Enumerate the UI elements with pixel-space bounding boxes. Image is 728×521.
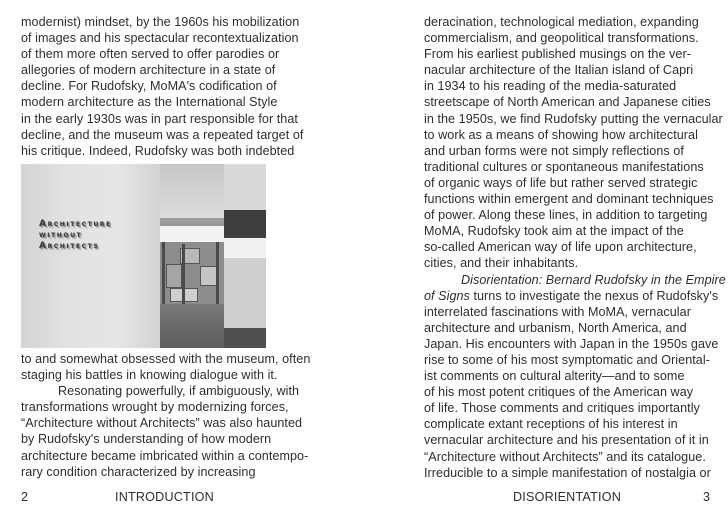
- partition: [224, 258, 266, 328]
- partition: [224, 328, 266, 348]
- text-line: MoMA, Rudofsky took aim at the impact of the: [424, 224, 684, 239]
- text-line: staging his battles in knowing dialogue with it.: [21, 368, 278, 383]
- text-line: allegories of modern architecture in a state of: [21, 63, 276, 78]
- text-line: in 1934 to his reading of the media-saturated: [424, 79, 677, 94]
- sign-line: Architecture: [39, 219, 112, 229]
- text-line: Resonating powerfully, if ambiguously, with: [58, 384, 300, 399]
- exhibit-panel: [166, 264, 182, 288]
- text-line: decline. For Rudofsky, MoMA's codification of: [21, 79, 277, 94]
- text-line: in the early 1930s was in part responsible for that: [21, 111, 298, 126]
- text-line: by Rudofsky's understanding of how modern: [21, 432, 272, 447]
- sign-line: Architects: [39, 241, 100, 251]
- light-track: [160, 218, 224, 226]
- text-line: decline, and the museum was a repeated target of: [21, 127, 304, 142]
- text-line: Japan. His encounters with Japan in the 1950s gave: [424, 336, 719, 351]
- text-line: Irreducible to a simple manifestation of nostalgia or: [424, 465, 711, 480]
- text-line: modernist) mindset, by the 1960s his mobilization: [21, 15, 300, 29]
- text-line: to work as a means of showing how architectural: [424, 127, 698, 142]
- running-head: INTRODUCTION: [115, 490, 214, 504]
- text-line: nacular architecture of the Italian island of Capri: [424, 63, 694, 78]
- text-line: complicate extant receptions of his interest in: [424, 417, 678, 432]
- text-line: streetscape of North American and Japanese cities: [424, 95, 711, 110]
- gallery-room: [160, 164, 266, 348]
- text-line: his critique. Indeed, Rudofsky was both indebted: [21, 143, 295, 158]
- post: [162, 242, 165, 312]
- text-line: to and somewhat obsessed with the museum, often: [21, 352, 311, 366]
- text-line: so-called American way of life upon architecture,: [424, 240, 697, 255]
- text-line: “Architecture without Architects” and its catalogue.: [424, 449, 706, 464]
- text-line: rary condition characterized by increasing: [21, 464, 256, 479]
- book-title-end: of Signs: [424, 288, 470, 303]
- text-line: deracination, technological mediation, expanding: [424, 15, 699, 29]
- text-line: of organic ways of life but rather served strategic: [424, 175, 698, 190]
- post: [216, 242, 219, 310]
- book-title-line: Disorientation: Bernard Rudofsky in the Empire: [461, 272, 726, 287]
- page-number: 2: [21, 490, 29, 504]
- text-line: functions within emergent and dominant techniques: [424, 192, 714, 207]
- text-line: commercialism, and geopolitical transformations.: [424, 31, 699, 46]
- exhibition-sign: [39, 219, 112, 252]
- text-line: cities, and their inhabitants.: [424, 256, 579, 271]
- text-line: traditional cultures or spontaneous manifestations: [424, 159, 704, 174]
- text-line: in the 1950s, we find Rudofsky putting the vernacular: [424, 111, 723, 126]
- text-line: interrelated fascinations with MoMA, vernacular: [424, 304, 691, 319]
- running-head: DISORIENTATION: [513, 490, 621, 504]
- text-line: and urban forms were not simply reflections of: [424, 143, 684, 158]
- text-line: [424, 288, 719, 304]
- text-line: architecture and urbanism, North America, and: [424, 320, 687, 335]
- post: [182, 244, 185, 310]
- sign-line: without: [39, 230, 83, 240]
- right-page: [364, 0, 728, 521]
- text-line: vernacular architecture and his presentation of it in: [424, 433, 709, 448]
- partition: [224, 238, 266, 258]
- body-text: [424, 14, 726, 481]
- text-fragment: turns to investigate the nexus of Rudofsky's: [469, 288, 719, 303]
- text-line: of his most potent critiques of the American way: [424, 385, 694, 400]
- partition: [224, 164, 266, 210]
- gallery-wall: [21, 164, 160, 348]
- text-line: modern architecture as the International Style: [21, 95, 278, 110]
- text-line: rise to some of his most symptomatic and Oriental-: [424, 352, 710, 367]
- back-wall: [160, 226, 224, 242]
- text-line: architecture became imbricated within a contempo-: [21, 448, 309, 463]
- text-line: transformations wrought by modernizing forces,: [21, 400, 289, 415]
- text-line: of them more often served to offer parodies or: [21, 47, 280, 62]
- body-text-top: [21, 14, 303, 159]
- text-line: “Architecture without Architects” was also haunted: [21, 416, 303, 431]
- partition: [224, 210, 266, 238]
- exhibition-photo: [21, 164, 266, 348]
- text-line: of power. Along these lines, in addition to targeting: [424, 208, 708, 223]
- body-text-bottom: [21, 351, 311, 480]
- text-line: From his earliest published musings on the ver-: [424, 47, 691, 62]
- text-line: of life. Those comments and critiques importantly: [424, 401, 700, 416]
- page-number: 3: [703, 490, 711, 504]
- text-line: of images and his spectacular recontextualization: [21, 31, 299, 46]
- text-line: ist comments on cultural alterity—and to some: [424, 369, 685, 384]
